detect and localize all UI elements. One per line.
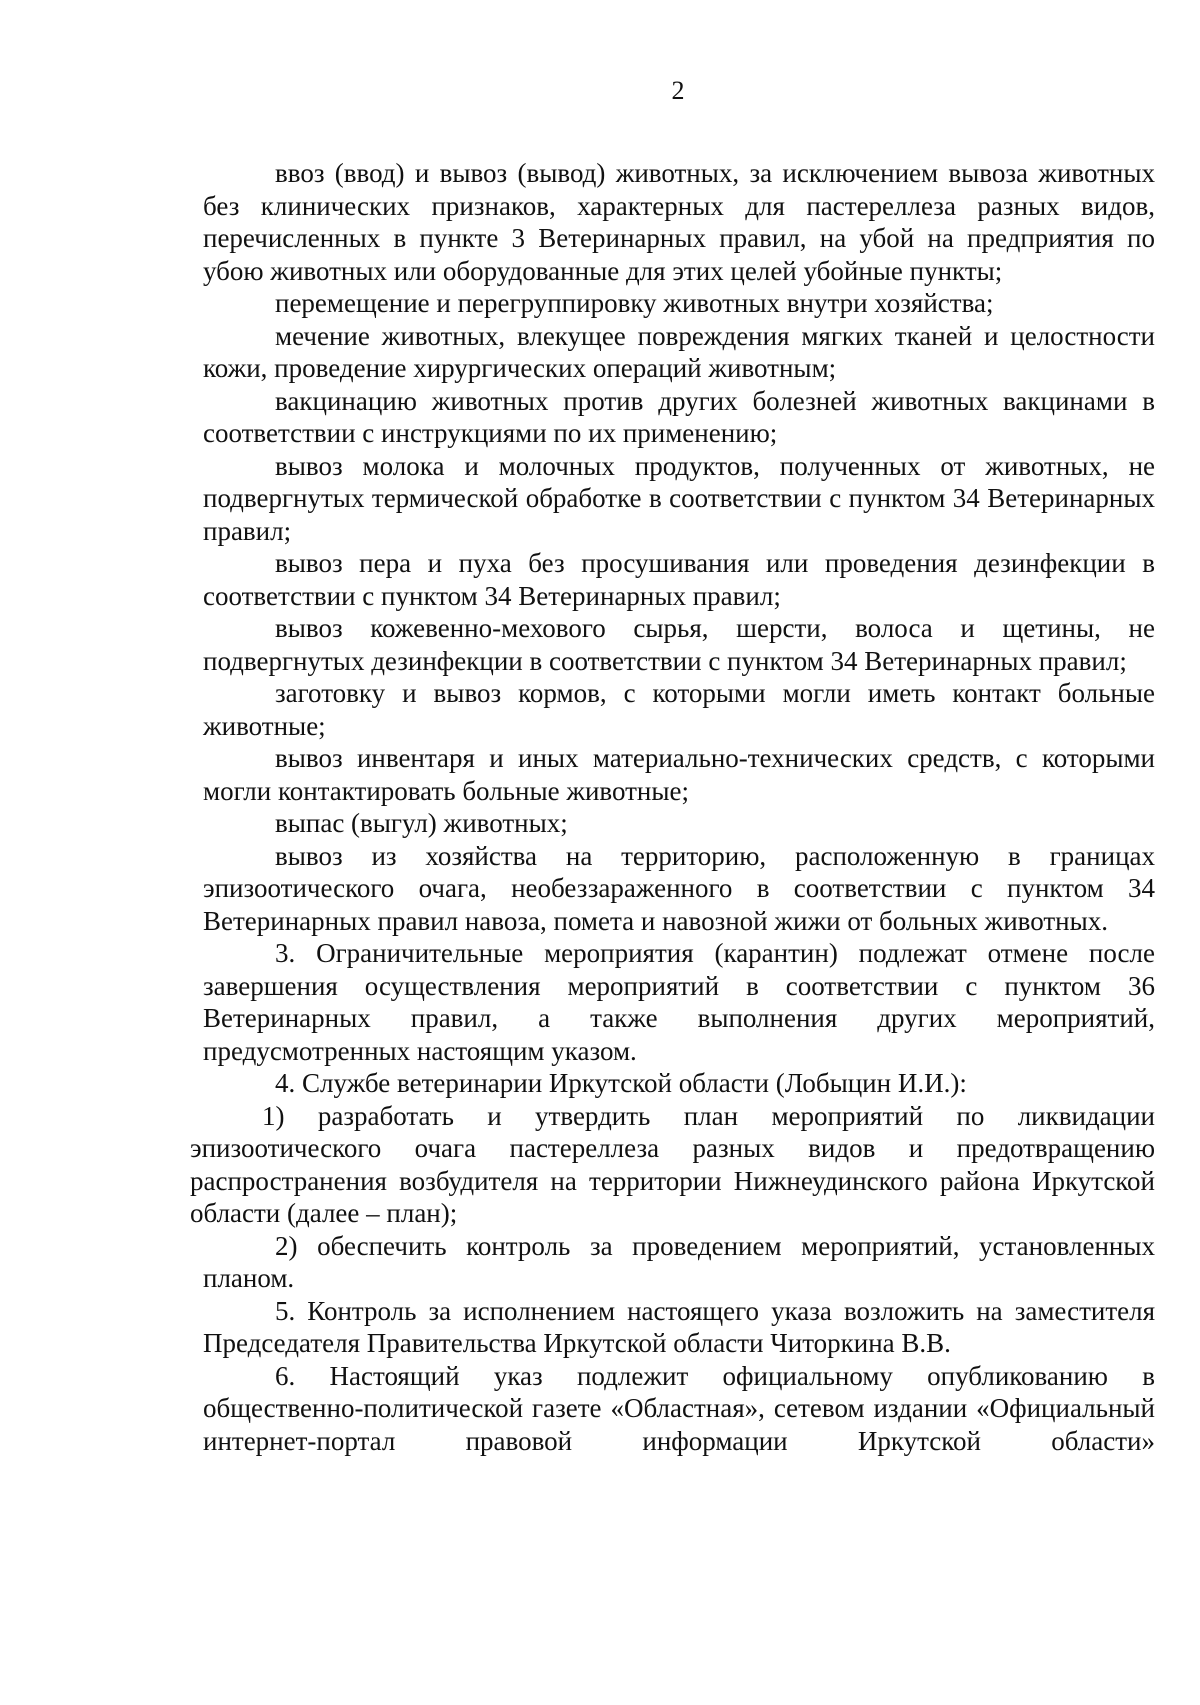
paragraph: ввоз (ввод) и вывоз (вывод) животных, за исключением вывоза животных без клинических признаков, характерных для пастереллеза разных видов, перечисленных в пункте 3 Ветеринарных правил, на убой на предприятия по убою животных или оборудованные для этих целей убойные пункты; [203,158,1155,286]
paragraph: 5. Контроль за исполнением настоящего указа возложить на заместителя Председателя Правительства Иркутской области Читоркина В.В. [203,1295,1155,1358]
paragraph: вывоз инвентаря и иных материально-технических средств, с которыми могли контактировать больные животные; [203,743,1155,806]
paragraph: мечение животных, влекущее повреждения мягких тканей и целостности кожи, проведение хирургических операций животным; [203,320,1155,383]
page-number: 2 [671,76,685,105]
paragraph: вакцинацию животных против других болезней животных вакцинами в соответствии с инструкциями по их применению; [203,385,1155,448]
paragraph: 4. Службе ветеринарии Иркутской области (Лобыцин И.И.): [275,1068,967,1098]
paragraph: вывоз из хозяйства на территорию, расположенную в границах эпизоотического очага, необеззараженного в соответствии с пунктом 34 Ветеринарных правил навоза, помета и навозной жижи от больных животных. [203,840,1155,936]
paragraph: выпас (выгул) животных; [275,808,568,838]
paragraph: 2) обеспечить контроль за проведением мероприятий, установленных планом. [203,1230,1155,1293]
paragraph: 1) разработать и утвердить план мероприятий по ликвидации эпизоотического очага пастереллеза разных видов и предотвращению распространения возбудителя на территории Нижнеудинского района Иркутской области (далее – план); [190,1100,1155,1228]
paragraph: 6. Настоящий указ подлежит официальному опубликованию в общественно-политической газете «Областная», сетевом издании «Официальный интернет-портал правовой информации Иркутской области» [203,1360,1155,1456]
paragraph: вывоз кожевенно-мехового сырья, шерсти, волоса и щетины, не подвергнутых дезинфекции в соответствии с пунктом 34 Ветеринарных правил; [203,613,1155,676]
paragraph: перемещение и перегруппировку животных внутри хозяйства; [275,288,994,318]
paragraph: вывоз молока и молочных продуктов, полученных от животных, не подвергнутых термической обработке в соответствии с пунктом 34 Ветеринарных правил; [203,450,1155,546]
document-body [190,157,1155,1457]
paragraph: заготовку и вывоз кормов, с которыми могли иметь контакт больные животные; [203,678,1155,741]
paragraph: 3. Ограничительные мероприятия (карантин) подлежат отмене после завершения осуществления мероприятий в соответствии с пунктом 36 Ветеринарных правил, а также выполнения других мероприятий, предусмотренных настоящим указом. [203,938,1155,1066]
paragraph: вывоз пера и пуха без просушивания или проведения дезинфекции в соответствии с пунктом 34 Ветеринарных правил; [203,548,1155,611]
